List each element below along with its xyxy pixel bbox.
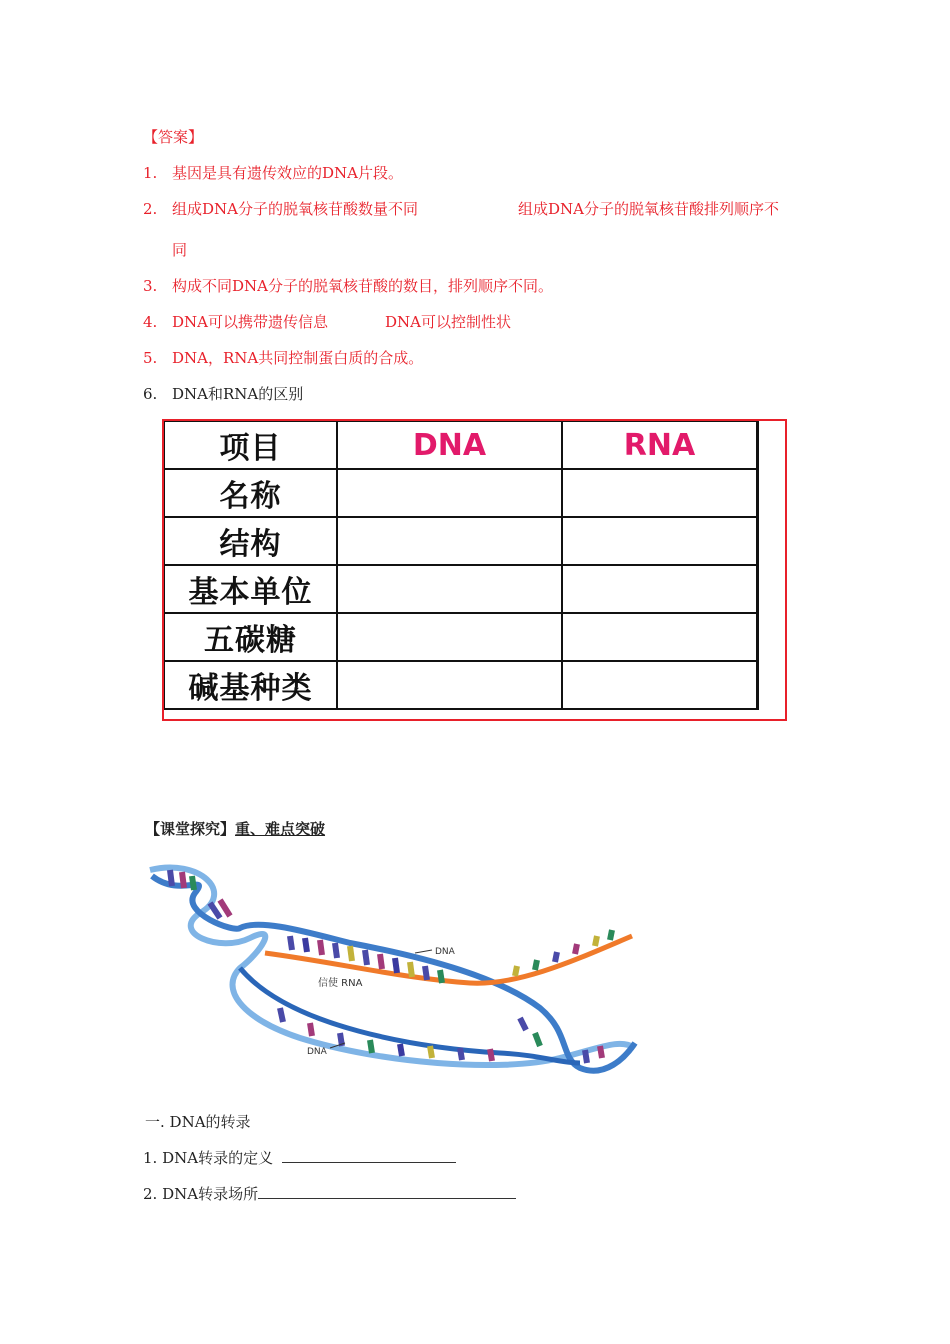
item-text-a: DNA可以携带遗传信息	[172, 313, 328, 331]
item-number: 6.	[143, 385, 158, 403]
header-dna: DNA	[337, 421, 562, 469]
answer-item-2-continuation: 同	[172, 241, 188, 259]
question-2	[143, 1184, 516, 1204]
rna-cell[interactable]	[562, 517, 758, 565]
table-margin-cell	[758, 469, 782, 517]
section-bracket: 【课堂探究】	[145, 820, 236, 838]
row-label: 名称	[164, 469, 337, 517]
answer-item-4	[143, 312, 328, 332]
row-label: 结构	[164, 517, 337, 565]
answer-item-5	[143, 348, 423, 368]
label-dna-top: DNA	[435, 947, 455, 957]
table-row	[164, 565, 781, 613]
table-row	[164, 613, 781, 661]
header-item: 项目	[164, 421, 337, 469]
table-margin-cell	[758, 565, 782, 613]
row-label: 碱基种类	[164, 661, 337, 709]
item-text: 基因是具有遗传效应的DNA片段。	[172, 164, 403, 182]
rna-cell[interactable]	[562, 661, 758, 709]
section-title	[145, 818, 325, 839]
item-number: 5.	[143, 349, 158, 367]
answer-heading: 【答案】	[143, 128, 204, 146]
item-number: 3.	[143, 277, 158, 295]
item-number: 4.	[143, 313, 158, 331]
answer-item-6	[143, 384, 303, 404]
answer-item-2	[143, 199, 418, 219]
table-margin-cell	[758, 613, 782, 661]
section-subtitle: 重、难点突破	[235, 820, 326, 838]
row-label: 五碳糖	[164, 613, 337, 661]
dna-cell[interactable]	[337, 517, 562, 565]
dna-lower-strand	[240, 968, 580, 1063]
row-label: 基本单位	[164, 565, 337, 613]
header-rna: RNA	[562, 421, 758, 469]
table-margin-cell	[758, 421, 782, 469]
item-number: 2.	[143, 200, 158, 218]
table-row	[164, 469, 781, 517]
dna-transcription-figure	[140, 858, 640, 1083]
table-row	[164, 661, 781, 709]
dna-cell[interactable]	[337, 661, 562, 709]
question-1	[143, 1148, 456, 1168]
answer-item-3	[143, 276, 553, 296]
nucleotide-bases	[170, 870, 612, 1063]
item-text: DNA，RNA共同控制蛋白质的合成。	[172, 349, 424, 367]
part1-heading: 一. DNA的转录	[145, 1113, 251, 1131]
rna-cell[interactable]	[562, 565, 758, 613]
dna-top-leader	[415, 950, 432, 953]
dna-cell[interactable]	[337, 565, 562, 613]
item-text-a: 组成DNA分子的脱氧核苷酸数量不同	[172, 200, 418, 218]
answer-item-4-b: DNA可以控制性状	[385, 313, 511, 331]
item-text: DNA和RNA的区别	[172, 385, 304, 403]
table-margin-cell	[758, 517, 782, 565]
table-header-row	[164, 421, 781, 469]
answer-blank-1[interactable]	[282, 1148, 456, 1163]
label-dna-bottom: DNA	[307, 1047, 327, 1057]
dna-cell[interactable]	[337, 469, 562, 517]
question-2-text: 2. DNA转录场所	[143, 1185, 259, 1203]
question-1-text: 1. DNA转录的定义	[143, 1149, 274, 1167]
answer-item-2-b: 组成DNA分子的脱氧核苷酸排列顺序不	[518, 200, 779, 218]
answer-blank-2[interactable]	[258, 1184, 516, 1199]
table-row	[164, 517, 781, 565]
item-number: 1.	[143, 164, 158, 182]
dna-cell[interactable]	[337, 613, 562, 661]
dna-rna-comparison-table	[163, 420, 781, 710]
item-text: 构成不同DNA分子的脱氧核苷酸的数目，排列顺序不同。	[172, 277, 553, 295]
answer-item-1	[143, 163, 403, 183]
label-mrna: 信使 RNA	[318, 978, 363, 989]
rna-cell[interactable]	[562, 469, 758, 517]
table-margin-cell	[758, 661, 782, 709]
rna-cell[interactable]	[562, 613, 758, 661]
